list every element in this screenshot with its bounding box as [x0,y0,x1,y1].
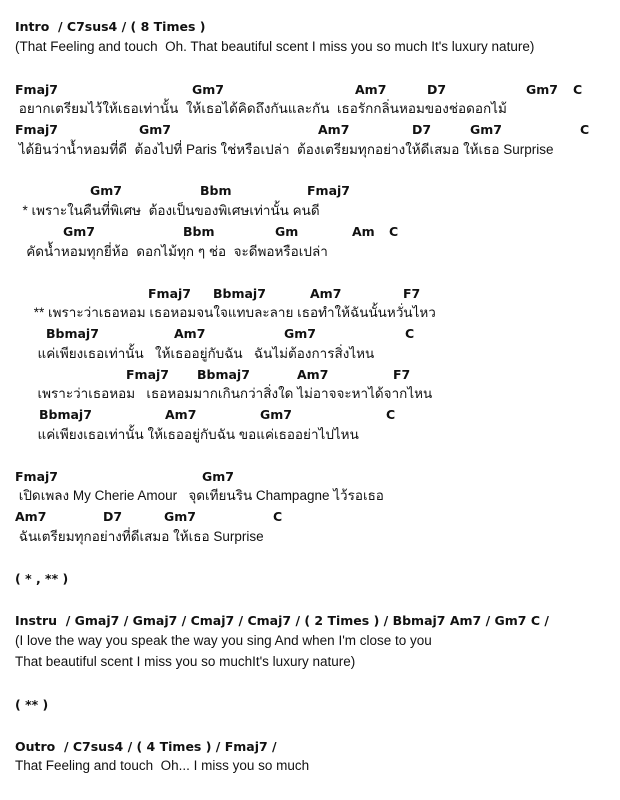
chord: Gm [275,224,299,239]
chord: C [405,326,415,341]
chord: Bbmaj7 [213,286,266,301]
chord: Am7 [355,82,387,97]
chord: Am [352,224,375,239]
lyric-line: แค่เพียงเธอเท่านั้น ให้เธออยู่กับฉัน ฉันไม่ต้องการสิ่งไหน [15,346,375,361]
chord-line [0,405,620,425]
outro-lyric: That Feeling and touch Oh... I miss you so much [15,758,310,773]
intro-header: Intro / C7sus4 / ( 8 Times ) [15,19,206,34]
chord-line [0,467,620,487]
chord: C [386,407,396,422]
lyric-line: อยากเตรียมไว้ให้เธอเท่านั้น ให้เธอได้คิดถึงกันและกัน เธอรักกลิ่นหอมของช่อดอกไม้ [15,101,507,116]
lyric-line: เพราะว่าเธอหอม เธอหอมมากเกินกว่าสิ่งใด ไม่อาจจะหาได้จากไหน [15,386,433,401]
chord: Fmaj7 [307,183,350,198]
chord: Gm7 [192,82,224,97]
chord: Am7 [174,326,206,341]
chord: Am7 [318,122,350,137]
chord: C [273,509,283,524]
chord: Gm7 [139,122,171,137]
chord: Bbmaj7 [39,407,92,422]
lyric-line: ** เพราะว่าเธอหอม เธอหอมจนใจแทบละลาย เธอทำให้ฉันนั้นหวั่นไหว [15,305,436,320]
chord-line [0,222,620,242]
chord: Am7 [297,367,329,382]
chord: D7 [412,122,432,137]
chord: Gm7 [260,407,292,422]
chord: C [580,122,590,137]
chord-line [0,181,620,201]
chord-line [0,80,620,100]
lyric-line: ได้ยินว่าน้ำหอมที่ดี ต้องไปที่ Paris ใช่หรือเปล่า ต้องเตรียมทุกอย่างให้ดีเสมอ ให้เธอ Surprise [15,142,554,157]
chord-line [0,284,620,304]
lyric-line: เปิดเพลง My Cherie Amour จุดเทียนริน Champagne ไว้รอเธอ [15,488,384,503]
chord: Am7 [310,286,342,301]
lyric-line: * เพราะในคืนที่พิเศษ ต้องเป็นของพิเศษเท่านั้น คนดี [15,203,320,218]
chord: Am7 [165,407,197,422]
chord: Fmaj7 [15,122,58,137]
chord-line [0,507,620,527]
chord: Bbmaj7 [46,326,99,341]
chord: Bbm [200,183,232,198]
chord-line [0,365,620,385]
chord: Gm7 [526,82,558,97]
instru-header: Instru / Gmaj7 / Gmaj7 / Cmaj7 / Cmaj7 / ( 2 Times ) / Bbmaj7 Am7 / Gm7 C / [15,613,549,628]
lyric-line: ฉันเตรียมทุกอย่างที่ดีเสมอ ให้เธอ Surprise [15,529,264,544]
chord: Am7 [15,509,47,524]
chord: Fmaj7 [15,82,58,97]
chord: Gm7 [470,122,502,137]
chord: C [389,224,399,239]
outro-header: Outro / C7sus4 / ( 4 Times ) / Fmaj7 / [15,739,277,754]
lyric-line: แค่เพียงเธอเท่านั้น ให้เธออยู่กับฉัน ขอแค่เธออย่าไปไหน [15,427,359,442]
chord: Gm7 [164,509,196,524]
chord: D7 [427,82,447,97]
chord: Bbmaj7 [197,367,250,382]
chord: Gm7 [90,183,122,198]
instru-lyric-1: (I love the way you speak the way you sing And when I'm close to you [15,633,432,648]
intro-lyric: (That Feeling and touch Oh. That beautiful scent I miss you so much It's luxury nature) [15,39,535,54]
chord: F7 [393,367,411,382]
chord-line [0,120,620,140]
lyric-line: คัดน้ำหอมทุกยี่ห้อ ดอกไม้ทุก ๆ ช่อ จะดีพอหรือเปล่า [15,244,328,259]
chord: Fmaj7 [148,286,191,301]
chord: Bbm [183,224,215,239]
chord: F7 [403,286,421,301]
chord: Gm7 [202,469,234,484]
chord: D7 [103,509,123,524]
repeat-marker: ( ** ) [15,697,49,712]
repeat-marker: ( * , ** ) [15,571,69,586]
chord: C [573,82,583,97]
chord: Gm7 [63,224,95,239]
chord: Gm7 [284,326,316,341]
instru-lyric-2: That beautiful scent I miss you so muchIt's luxury nature) [15,654,356,669]
chord: Fmaj7 [15,469,58,484]
chord: Fmaj7 [126,367,169,382]
chord-line [0,324,620,344]
